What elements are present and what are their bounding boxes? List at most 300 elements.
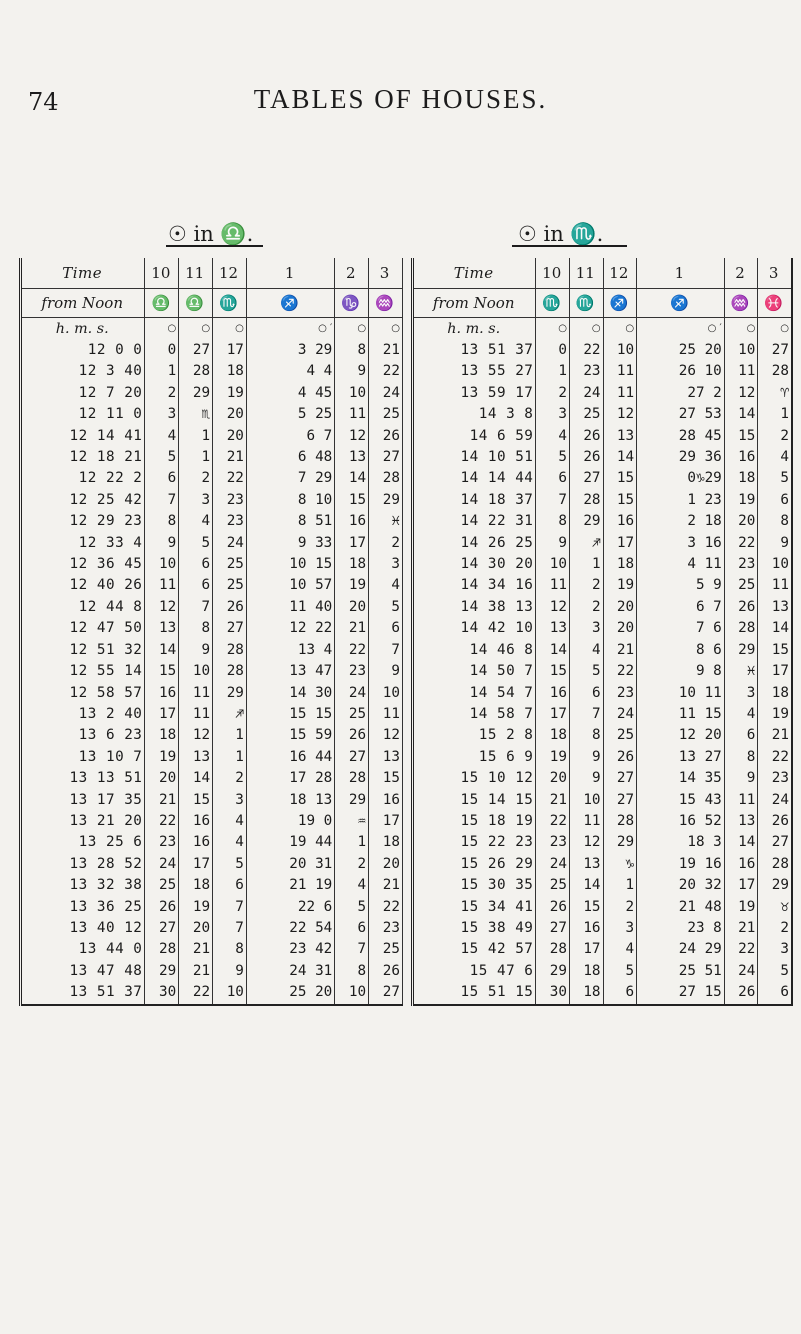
sidereal-time-cell: 14 10 51: [413, 447, 536, 468]
house-11-cell: 3: [569, 618, 603, 639]
house-2-cell: 16: [335, 511, 369, 532]
house-10-cell: 0: [536, 340, 570, 361]
house-1-heading: 1: [637, 258, 725, 289]
house-11-cell: 21: [179, 961, 213, 982]
units-label: h. m. s.: [413, 318, 536, 341]
house-2-cell: 28: [335, 768, 369, 789]
table-row: [413, 575, 793, 596]
table-row: [413, 383, 793, 404]
house-3-cell: 20: [369, 854, 403, 875]
house-2-cell: 27: [335, 747, 369, 768]
house-2-cell: 22: [335, 640, 369, 661]
house-12-cell: 17: [213, 340, 247, 361]
house-3-cell: 9: [758, 533, 792, 554]
sidereal-time-cell: 14 18 37: [413, 490, 536, 511]
house-10-cell: 12: [536, 597, 570, 618]
house-3-cell: 2: [758, 918, 792, 939]
ascendant-cell: 11 40: [246, 597, 334, 618]
table-row: [413, 426, 793, 447]
sidereal-time-cell: 12 7 20: [21, 383, 145, 404]
house-2-cell: 12: [724, 383, 758, 404]
table-row: [413, 661, 793, 682]
house-12-cell: 23: [213, 511, 247, 532]
house-3-cell: ♉: [758, 897, 792, 918]
house-10-cell: 29: [536, 961, 570, 982]
ascendant-cell: 8 10: [246, 490, 334, 511]
ascendant-cell: 7 29: [246, 468, 334, 489]
house-3-cell: 27: [369, 447, 403, 468]
house-3-cell: 21: [758, 725, 792, 746]
time-heading: Time: [21, 258, 145, 289]
table-row: [21, 790, 403, 811]
house-3-cell: 27: [369, 982, 403, 1004]
house-12-cell: 19: [213, 383, 247, 404]
houses-table-right: [411, 258, 793, 1006]
ascendant-cell: 23 42: [246, 939, 334, 960]
ascendant-cell: 20 32: [637, 875, 725, 896]
ascendant-cell: 10 15: [246, 554, 334, 575]
house-10-cell: 4: [145, 426, 179, 447]
ascendant-cell: 19 0: [246, 811, 334, 832]
house-2-cell: 9: [724, 768, 758, 789]
house-2-cell: 13: [724, 811, 758, 832]
house-10-cell: 14: [536, 640, 570, 661]
house-10-heading: 10: [145, 258, 179, 289]
house-11-cell: 29: [179, 383, 213, 404]
sidereal-time-cell: 15 18 19: [413, 811, 536, 832]
house-12-cell: 3: [603, 918, 637, 939]
house-2-cell: 22: [724, 939, 758, 960]
ascendant-cell: 16 52: [637, 811, 725, 832]
sign-glyph: ♏: [213, 289, 247, 318]
ascendant-cell: 25 20: [637, 340, 725, 361]
house-10-cell: 24: [145, 854, 179, 875]
table-row: [21, 511, 403, 532]
ascendant-cell: 7 6: [637, 618, 725, 639]
house-11-cell: 3: [179, 490, 213, 511]
house-12-cell: 20: [603, 618, 637, 639]
sign-glyph: ♐: [637, 289, 725, 318]
house-11-cell: 18: [179, 875, 213, 896]
house-2-cell: 25: [335, 704, 369, 725]
table-body-right: [413, 340, 793, 1005]
house-11-cell: 11: [179, 704, 213, 725]
house-11-heading: 11: [569, 258, 603, 289]
sidereal-time-cell: 12 55 14: [21, 661, 145, 682]
house-10-cell: 2: [145, 383, 179, 404]
house-12-cell: 1: [213, 725, 247, 746]
page-number: 74: [28, 88, 59, 116]
sidereal-time-cell: 14 26 25: [413, 533, 536, 554]
house-12-cell: 28: [213, 640, 247, 661]
table-row: [21, 683, 403, 704]
house-3-cell: 13: [758, 597, 792, 618]
house-2-cell: 19: [724, 490, 758, 511]
house-11-cell: 15: [179, 790, 213, 811]
sidereal-time-cell: 13 2 40: [21, 704, 145, 725]
house-11-cell: 17: [179, 854, 213, 875]
house-10-cell: 18: [145, 725, 179, 746]
sidereal-time-cell: 14 54 7: [413, 683, 536, 704]
house-10-cell: 25: [145, 875, 179, 896]
table-row: [413, 875, 793, 896]
house-2-cell: 10: [335, 982, 369, 1004]
sidereal-time-cell: 15 38 49: [413, 918, 536, 939]
house-12-cell: 27: [603, 768, 637, 789]
sidereal-time-cell: 12 14 41: [21, 426, 145, 447]
ascendant-cell: 5 25: [246, 404, 334, 425]
table-row: [21, 490, 403, 511]
house-2-cell: 12: [335, 426, 369, 447]
house-12-cell: 11: [603, 361, 637, 382]
house-10-cell: 17: [145, 704, 179, 725]
sidereal-time-cell: 12 44 8: [21, 597, 145, 618]
house-12-cell: 8: [213, 939, 247, 960]
house-2-cell: 10: [724, 340, 758, 361]
house-12-cell: 9: [213, 961, 247, 982]
sidereal-time-cell: 13 55 27: [413, 361, 536, 382]
house-10-cell: 5: [536, 447, 570, 468]
house-3-cell: 21: [369, 875, 403, 896]
house-3-cell: 19: [758, 704, 792, 725]
house-2-cell: 2: [335, 854, 369, 875]
house-10-cell: 30: [536, 982, 570, 1004]
house-11-cell: ♐: [569, 533, 603, 554]
house-2-cell: ♒: [335, 811, 369, 832]
house-3-cell: 2: [758, 426, 792, 447]
table-row: [21, 661, 403, 682]
house-2-cell: 10: [335, 383, 369, 404]
house-3-cell: 15: [369, 768, 403, 789]
house-12-cell: 28: [213, 661, 247, 682]
house-2-cell: 4: [335, 875, 369, 896]
section-rule-right: [512, 245, 627, 247]
house-3-cell: 22: [758, 747, 792, 768]
house-12-cell: 7: [213, 897, 247, 918]
house-12-cell: 12: [603, 404, 637, 425]
ascendant-cell: 25 51: [637, 961, 725, 982]
sidereal-time-cell: 12 22 2: [21, 468, 145, 489]
house-11-cell: 11: [569, 811, 603, 832]
table-row: [413, 704, 793, 725]
sidereal-time-cell: 13 10 7: [21, 747, 145, 768]
house-10-cell: 5: [145, 447, 179, 468]
house-11-cell: 18: [569, 961, 603, 982]
house-12-cell: 21: [213, 447, 247, 468]
house-3-cell: 6: [369, 618, 403, 639]
house-11-cell: 28: [569, 490, 603, 511]
house-3-cell: 3: [758, 939, 792, 960]
sidereal-time-cell: 12 11 0: [21, 404, 145, 425]
house-2-heading: 2: [335, 258, 369, 289]
deg-mark: ○: [724, 318, 758, 341]
sidereal-time-cell: 14 6 59: [413, 426, 536, 447]
house-10-cell: 12: [145, 597, 179, 618]
house-12-cell: 20: [213, 404, 247, 425]
house-11-cell: 14: [569, 875, 603, 896]
house-12-cell: 16: [603, 511, 637, 532]
table-row: [413, 640, 793, 661]
house-10-cell: 26: [536, 897, 570, 918]
sidereal-time-cell: 14 38 13: [413, 597, 536, 618]
table-row: [21, 640, 403, 661]
house-10-cell: 26: [145, 897, 179, 918]
house-11-cell: 4: [569, 640, 603, 661]
house-11-cell: 4: [179, 511, 213, 532]
house-12-cell: 20: [603, 597, 637, 618]
house-3-cell: 10: [758, 554, 792, 575]
house-11-cell: 17: [569, 939, 603, 960]
table-row: [21, 618, 403, 639]
house-2-cell: 21: [335, 618, 369, 639]
sign-glyph: ♑: [335, 289, 369, 318]
house-11-cell: 12: [179, 725, 213, 746]
ascendant-cell: 27 2: [637, 383, 725, 404]
house-3-cell: 4: [758, 447, 792, 468]
house-12-cell: 15: [603, 490, 637, 511]
table-row: [21, 361, 403, 382]
house-12-heading: 12: [603, 258, 637, 289]
house-11-cell: 5: [179, 533, 213, 554]
section-rule-left: [166, 245, 263, 247]
house-12-cell: 3: [213, 790, 247, 811]
house-3-cell: 25: [369, 404, 403, 425]
house-2-cell: 11: [335, 404, 369, 425]
table-row: [413, 511, 793, 532]
house-10-cell: 23: [145, 832, 179, 853]
table-row: [413, 854, 793, 875]
table-row: [413, 447, 793, 468]
house-11-cell: 2: [569, 597, 603, 618]
house-2-cell: 21: [724, 918, 758, 939]
house-2-cell: 18: [724, 468, 758, 489]
house-3-cell: 27: [758, 832, 792, 853]
ascendant-cell: 3 29: [246, 340, 334, 361]
house-3-cell: 12: [369, 725, 403, 746]
house-10-cell: 30: [145, 982, 179, 1004]
house-12-cell: 15: [603, 468, 637, 489]
sign-glyph: ♏: [569, 289, 603, 318]
house-10-cell: 28: [536, 939, 570, 960]
table-row: [21, 468, 403, 489]
ascendant-cell: 15 43: [637, 790, 725, 811]
table-row: [21, 854, 403, 875]
house-3-cell: 2: [369, 533, 403, 554]
house-12-cell: 1: [213, 747, 247, 768]
ascendant-cell: 19 44: [246, 832, 334, 853]
sidereal-time-cell: 15 34 41: [413, 897, 536, 918]
house-2-cell: 26: [335, 725, 369, 746]
house-11-cell: 2: [179, 468, 213, 489]
house-3-cell: 3: [369, 554, 403, 575]
house-3-cell: 24: [758, 790, 792, 811]
house-10-cell: 22: [536, 811, 570, 832]
ascendant-cell: 19 16: [637, 854, 725, 875]
sidereal-time-cell: 13 21 20: [21, 811, 145, 832]
house-3-cell: 15: [758, 640, 792, 661]
house-3-cell: 16: [369, 790, 403, 811]
sidereal-time-cell: 12 58 57: [21, 683, 145, 704]
table-row: [413, 939, 793, 960]
house-2-cell: 19: [335, 575, 369, 596]
house-2-cell: 26: [724, 982, 758, 1004]
house-3-cell: 5: [369, 597, 403, 618]
ascendant-cell: 4 11: [637, 554, 725, 575]
table-row: [413, 618, 793, 639]
house-12-cell: 13: [603, 426, 637, 447]
sidereal-time-cell: 13 51 37: [413, 340, 536, 361]
house-3-cell: 13: [369, 747, 403, 768]
house-12-cell: 1: [603, 875, 637, 896]
ascendant-cell: 18 3: [637, 832, 725, 853]
house-11-cell: 6: [179, 575, 213, 596]
sidereal-time-cell: 15 47 6: [413, 961, 536, 982]
house-11-cell: 16: [179, 832, 213, 853]
house-11-cell: 19: [179, 897, 213, 918]
ascendant-cell: 24 31: [246, 961, 334, 982]
ascendant-cell: 13 47: [246, 661, 334, 682]
table-row: [413, 597, 793, 618]
table-row: [21, 939, 403, 960]
ascendant-cell: 3 16: [637, 533, 725, 554]
ascendant-cell: 23 8: [637, 918, 725, 939]
sidereal-time-cell: 12 47 50: [21, 618, 145, 639]
house-2-cell: 19: [724, 897, 758, 918]
house-3-cell: 28: [758, 361, 792, 382]
ascendant-cell: 1 23: [637, 490, 725, 511]
table-row: [21, 383, 403, 404]
house-12-cell: 6: [213, 875, 247, 896]
house-11-cell: 8: [179, 618, 213, 639]
house-3-cell: 18: [369, 832, 403, 853]
table-row: [413, 897, 793, 918]
house-10-cell: 7: [145, 490, 179, 511]
house-11-cell: 1: [179, 447, 213, 468]
deg-mark: ○: [145, 318, 179, 341]
house-10-cell: 13: [536, 618, 570, 639]
house-2-cell: 11: [724, 361, 758, 382]
house-3-cell: 6: [758, 490, 792, 511]
sidereal-time-cell: 15 30 35: [413, 875, 536, 896]
house-3-cell: 10: [369, 683, 403, 704]
house-10-cell: 0: [145, 340, 179, 361]
table-row: [413, 340, 793, 361]
ascendant-cell: 20 31: [246, 854, 334, 875]
deg-mark: ○: [758, 318, 792, 341]
house-12-cell: ♐: [213, 704, 247, 725]
table-row: [21, 768, 403, 789]
house-10-cell: 3: [536, 404, 570, 425]
house-2-cell: 23: [335, 661, 369, 682]
house-12-cell: 4: [213, 811, 247, 832]
house-10-cell: 9: [145, 533, 179, 554]
house-3-cell: ♈: [758, 383, 792, 404]
table-row: [21, 704, 403, 725]
house-3-cell: 21: [369, 340, 403, 361]
sidereal-time-cell: 14 42 10: [413, 618, 536, 639]
house-10-cell: 6: [536, 468, 570, 489]
house-10-cell: 14: [145, 640, 179, 661]
house-10-cell: 15: [536, 661, 570, 682]
table-row: [21, 961, 403, 982]
sidereal-time-cell: 12 25 42: [21, 490, 145, 511]
house-2-cell: 23: [724, 554, 758, 575]
deg-mark: ○: [213, 318, 247, 341]
house-11-cell: 15: [569, 897, 603, 918]
house-10-cell: 21: [145, 790, 179, 811]
sidereal-time-cell: 15 14 15: [413, 790, 536, 811]
table-row: [21, 426, 403, 447]
table-row: [413, 725, 793, 746]
house-10-cell: 25: [536, 875, 570, 896]
ascendant-cell: 22 54: [246, 918, 334, 939]
house-2-cell: 24: [335, 683, 369, 704]
house-12-cell: 18: [213, 361, 247, 382]
ascendant-cell: 12 20: [637, 725, 725, 746]
ascendant-cell: 14 30: [246, 683, 334, 704]
from-noon-heading: from Noon: [21, 289, 145, 318]
table-row: [413, 747, 793, 768]
table-row: [21, 404, 403, 425]
house-11-cell: 9: [569, 768, 603, 789]
house-2-cell: 14: [724, 832, 758, 853]
sidereal-time-cell: 15 10 12: [413, 768, 536, 789]
house-2-cell: 15: [335, 490, 369, 511]
ascendant-cell: 21 19: [246, 875, 334, 896]
house-3-cell: 6: [758, 982, 792, 1004]
house-10-cell: 11: [145, 575, 179, 596]
tables-frame: [19, 258, 793, 1263]
house-10-cell: 1: [145, 361, 179, 382]
deg-mark: ○: [335, 318, 369, 341]
ascendant-cell: 28 45: [637, 426, 725, 447]
house-3-cell: 29: [369, 490, 403, 511]
house-11-cell: 23: [569, 361, 603, 382]
house-12-cell: 19: [603, 575, 637, 596]
house-10-cell: 20: [536, 768, 570, 789]
house-11-cell: 18: [569, 982, 603, 1004]
table-row: [413, 811, 793, 832]
house-11-cell: 6: [179, 554, 213, 575]
house-11-cell: 9: [179, 640, 213, 661]
deg-mark: ○ ′: [637, 318, 725, 341]
table-row: [21, 875, 403, 896]
ascendant-cell: 16 44: [246, 747, 334, 768]
house-1-heading: 1: [246, 258, 334, 289]
house-11-cell: 14: [179, 768, 213, 789]
house-12-cell: 4: [603, 939, 637, 960]
sign-glyph: ♒: [724, 289, 758, 318]
sidereal-time-cell: 15 51 15: [413, 982, 536, 1004]
house-10-cell: 6: [145, 468, 179, 489]
house-11-cell: 7: [179, 597, 213, 618]
house-2-cell: 28: [724, 618, 758, 639]
house-3-cell: 7: [369, 640, 403, 661]
house-12-cell: 10: [213, 982, 247, 1004]
ascendant-cell: 8 6: [637, 640, 725, 661]
house-11-cell: 25: [569, 404, 603, 425]
house-11-cell: 2: [569, 575, 603, 596]
house-2-cell: 1: [335, 832, 369, 853]
section-heading-libra: ☉ in ♎.: [168, 222, 254, 246]
table-row: [413, 768, 793, 789]
table-row: [413, 982, 793, 1004]
house-10-cell: 15: [145, 661, 179, 682]
ascendant-cell: 4 4: [246, 361, 334, 382]
house-11-cell: 28: [179, 361, 213, 382]
ascendant-cell: 4 45: [246, 383, 334, 404]
house-2-cell: 29: [335, 790, 369, 811]
